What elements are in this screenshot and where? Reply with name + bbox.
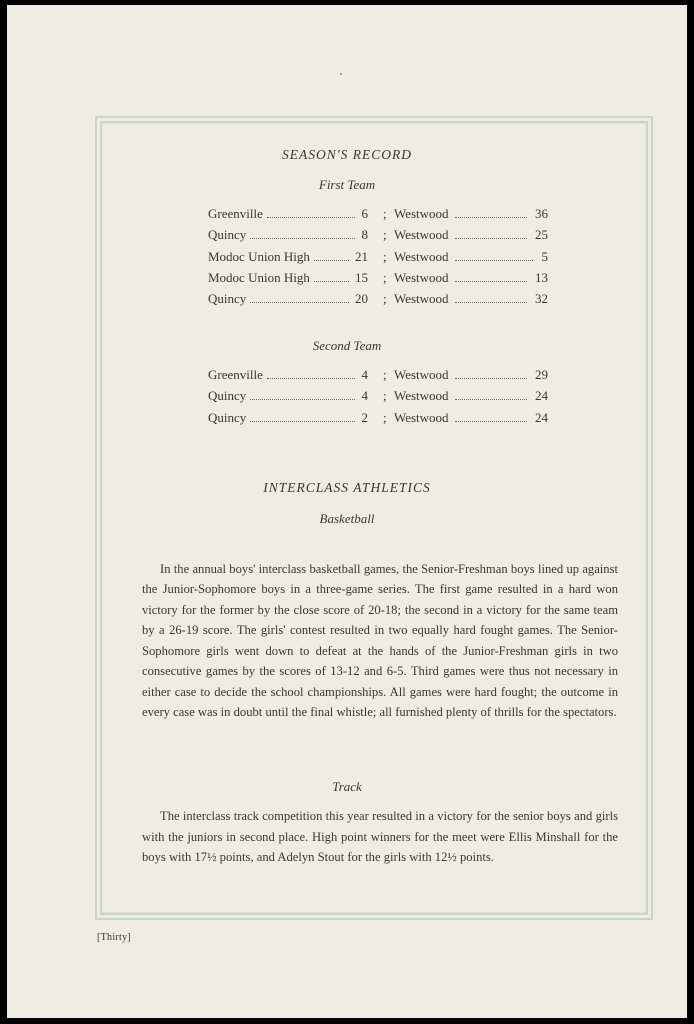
team-name: Westwood bbox=[394, 388, 449, 404]
team-score: 36 bbox=[535, 206, 548, 221]
opponent-score: 15 bbox=[355, 269, 368, 285]
leader-dots bbox=[267, 217, 355, 218]
score-separator: ; bbox=[383, 409, 387, 425]
score-separator: ; bbox=[383, 291, 387, 307]
opponent-name: Quincy bbox=[208, 388, 247, 404]
opponent-score: 21 bbox=[355, 248, 368, 264]
leader-dots bbox=[455, 302, 527, 303]
score-separator: ; bbox=[383, 206, 387, 221]
game-row bbox=[208, 408, 548, 428]
leader-dots bbox=[455, 217, 527, 218]
leader-dots bbox=[455, 378, 527, 379]
score-separator: ; bbox=[383, 269, 387, 285]
opponent-name: Greenville bbox=[208, 367, 263, 382]
opponent-name: Greenville bbox=[208, 206, 263, 221]
score-separator: ; bbox=[383, 227, 387, 243]
opponent-score: 2 bbox=[361, 409, 368, 425]
game-row bbox=[208, 365, 548, 385]
first-team-label: First Team bbox=[318, 177, 376, 192]
basketball-paragraph bbox=[142, 538, 618, 723]
leader-dots bbox=[250, 399, 355, 400]
team-name: Westwood bbox=[394, 367, 449, 382]
leader-dots bbox=[455, 238, 527, 239]
game-row bbox=[208, 289, 548, 309]
game-row bbox=[208, 386, 548, 406]
page-number: [Thirty] bbox=[97, 932, 132, 943]
team-score: 32 bbox=[535, 291, 548, 307]
score-separator: ; bbox=[383, 367, 387, 382]
season-record-title: SEASON'S RECORD bbox=[281, 147, 412, 162]
team-name: Westwood bbox=[394, 206, 449, 221]
team-score: 5 bbox=[541, 248, 548, 264]
leader-dots bbox=[314, 260, 349, 261]
game-row bbox=[208, 268, 548, 288]
opponent-score: 4 bbox=[361, 367, 368, 382]
leader-dots bbox=[455, 260, 533, 261]
team-name: Westwood bbox=[394, 227, 449, 243]
opponent-name: Quincy bbox=[208, 409, 247, 425]
team-name: Westwood bbox=[394, 409, 449, 425]
score-separator: ; bbox=[383, 248, 387, 264]
leader-dots bbox=[455, 421, 527, 422]
leader-dots bbox=[455, 281, 527, 282]
opponent-name: Quincy bbox=[208, 227, 247, 243]
team-name: Westwood bbox=[394, 291, 449, 307]
track-text: The interclass track competition this year resulted in a victory for the senior boys and girls with the juniors in second place. High point winners for the meet were Ellis Minshall for the boys with 17½ points, and Adelyn Stout for the girls with 12½ points. bbox=[142, 809, 618, 864]
team-name: Westwood bbox=[394, 269, 449, 285]
interclass-title: INTERCLASS ATHLETICS bbox=[263, 480, 431, 495]
leader-dots bbox=[250, 238, 355, 239]
leader-dots bbox=[250, 302, 349, 303]
game-row bbox=[208, 247, 548, 267]
track-label: Track bbox=[332, 779, 362, 794]
basketball-text: In the annual boys' interclass basketball games, the Senior-Freshman boys lined up against the Junior-Sophomore boys in a three-game series. The first game resulted in a hard won victory for the former by the close score of 20-18; the second in a victory for the same team by a 26-19 score. The girls' contest resulted in two equally hard fought games. The Senior-Sophomore girls went down to defeat at the hands of the Junior-Freshman girls in two consecutive games by the scores of 13-12 and 6-5. Third games were thus not necessary in either case to decide the school championships. All games were hard fought; the outcome in every case was in doubt until the final whistle; all furnished plenty of thrills for the spectators. bbox=[142, 561, 618, 719]
leader-dots bbox=[314, 281, 349, 282]
team-score: 29 bbox=[535, 367, 548, 382]
opponent-score: 8 bbox=[361, 227, 368, 243]
team-score: 25 bbox=[535, 227, 548, 243]
opponent-score: 4 bbox=[361, 388, 368, 404]
opponent-score: 6 bbox=[361, 206, 368, 221]
team-score: 24 bbox=[535, 409, 548, 425]
team-score: 13 bbox=[535, 269, 548, 285]
opponent-name: Modoc Union High bbox=[208, 248, 310, 264]
team-name: Westwood bbox=[394, 248, 449, 264]
score-separator: ; bbox=[383, 388, 387, 404]
team-score: 24 bbox=[535, 388, 548, 404]
game-row bbox=[208, 225, 548, 245]
leader-dots bbox=[455, 399, 527, 400]
page-mark bbox=[340, 73, 342, 75]
opponent-name: Modoc Union High bbox=[208, 269, 310, 285]
basketball-label: Basketball bbox=[319, 511, 375, 526]
track-paragraph bbox=[142, 806, 618, 868]
opponent-name: Quincy bbox=[208, 291, 247, 307]
second-team-label: Second Team bbox=[312, 338, 382, 353]
game-row bbox=[208, 204, 548, 224]
opponent-score: 20 bbox=[355, 291, 368, 307]
leader-dots bbox=[250, 421, 355, 422]
leader-dots bbox=[267, 378, 355, 379]
